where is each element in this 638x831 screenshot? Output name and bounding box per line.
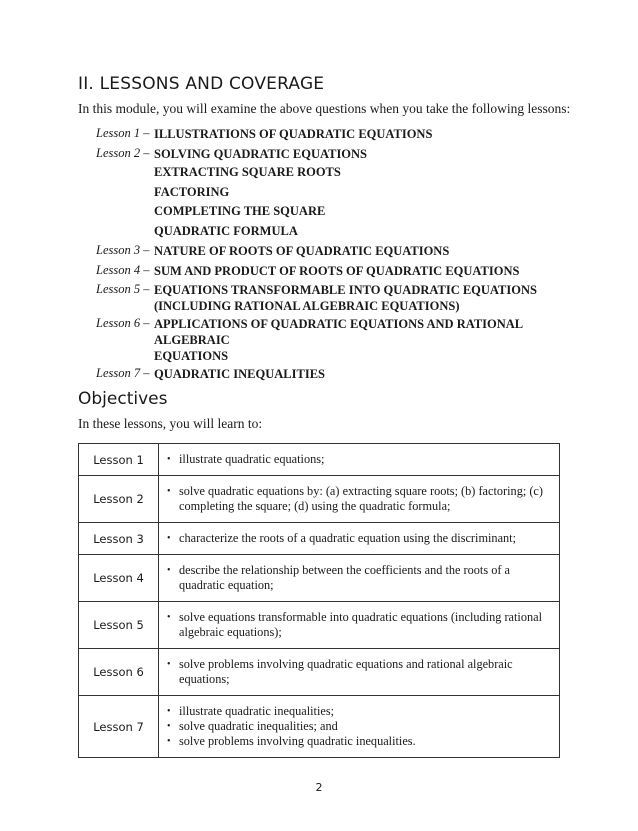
objective-text: solve problems involving quadratic inequalities. xyxy=(179,734,416,748)
lesson-cell: Lesson 1 xyxy=(79,444,159,476)
lesson-cell: Lesson 7 xyxy=(79,696,159,758)
objective-text: characterize the roots of a quadratic equation using the discriminant; xyxy=(179,531,517,545)
table-row xyxy=(79,476,560,523)
lesson-title-line: QUADRATIC INEQUALITIES xyxy=(154,367,325,381)
objective-item xyxy=(167,734,549,749)
objective-item xyxy=(167,704,549,719)
objectives-table xyxy=(78,443,560,758)
table-row xyxy=(79,444,560,476)
lesson-cell: Lesson 3 xyxy=(79,523,159,555)
subtopic-label: COMPLETING THE SQUARE xyxy=(154,204,326,218)
lesson-number: Lesson 3 – xyxy=(96,243,150,257)
lesson-title-line: EQUATIONS TRANSFORMABLE INTO QUADRATIC EQUATIONS xyxy=(154,283,537,297)
lesson-title-line: NATURE OF ROOTS OF QUADRATIC EQUATIONS xyxy=(154,244,450,258)
objective-cell xyxy=(159,523,560,555)
lesson-title xyxy=(154,280,537,314)
lesson-title-line: SOLVING QUADRATIC EQUATIONS xyxy=(154,146,368,161)
table-row xyxy=(79,696,560,758)
objective-text: solve problems involving quadratic equations and rational algebraic equations; xyxy=(179,657,513,686)
lesson-title-line: SUM AND PRODUCT OF ROOTS OF QUADRATIC EQUATIONS xyxy=(154,263,520,278)
objective-text: solve equations transformable into quadratic equations (including rational algebraic equations); xyxy=(179,610,542,639)
objective-cell xyxy=(159,555,560,602)
objective-item xyxy=(167,719,549,734)
lesson-item xyxy=(96,261,576,281)
objectives-title: Objectives xyxy=(78,389,168,409)
lesson-item xyxy=(96,144,576,164)
bullet-icon: • xyxy=(167,486,171,497)
bullet-icon: • xyxy=(167,659,171,670)
section-title: II. LESSONS AND COVERAGE xyxy=(78,74,325,94)
table-row xyxy=(79,523,560,555)
lesson-title-line: APPLICATIONS OF QUADRATIC EQUATIONS AND RATIONAL ALGEBRAIC xyxy=(154,317,523,347)
objective-cell xyxy=(159,696,560,758)
objective-text: solve quadratic inequalities; and xyxy=(179,719,338,733)
objective-item xyxy=(167,657,549,687)
lesson-number: Lesson 5 – xyxy=(96,282,150,296)
lesson-item xyxy=(96,124,576,144)
lesson-title xyxy=(154,241,449,261)
table-row xyxy=(79,555,560,602)
table-row xyxy=(79,602,560,649)
objective-item xyxy=(167,531,549,546)
bullet-icon: • xyxy=(167,533,171,544)
lesson-title-line: ILLUSTRATIONS OF QUADRATIC EQUATIONS xyxy=(154,127,433,141)
bullet-icon: • xyxy=(167,721,171,732)
lesson-title-line: EQUATIONS xyxy=(154,349,229,363)
lesson-item xyxy=(96,314,576,364)
lesson-item xyxy=(96,241,576,261)
objective-item xyxy=(167,452,549,467)
objective-cell xyxy=(159,649,560,696)
lesson-title xyxy=(154,124,432,144)
lesson-number: Lesson 2 – xyxy=(96,145,150,160)
lesson-title xyxy=(154,364,325,384)
subtopic-label: FACTORING xyxy=(154,184,230,199)
objective-text: describe the relationship between the coefficients and the roots of a quadratic equation; xyxy=(179,563,510,592)
bullet-icon: • xyxy=(167,565,171,576)
page-number: 2 xyxy=(315,781,323,794)
lesson-number: Lesson 4 – xyxy=(96,262,150,277)
objective-item xyxy=(167,484,549,514)
objective-item xyxy=(167,563,549,593)
lesson-subtopic xyxy=(96,183,576,203)
table-row xyxy=(79,649,560,696)
objective-cell xyxy=(159,602,560,649)
objective-cell xyxy=(159,444,560,476)
lesson-title-line: (INCLUDING RATIONAL ALGEBRAIC EQUATIONS) xyxy=(154,299,460,313)
bullet-icon: • xyxy=(167,706,171,717)
lesson-item xyxy=(96,364,576,384)
lesson-item xyxy=(96,280,576,314)
bullet-icon: • xyxy=(167,454,171,465)
lesson-number: Lesson 7 – xyxy=(96,366,150,380)
lesson-cell: Lesson 6 xyxy=(79,649,159,696)
objective-text: illustrate quadratic equations; xyxy=(179,452,325,466)
lesson-subtopic xyxy=(96,163,576,183)
objective-text: solve quadratic equations by: (a) extracting square roots; (b) factoring; (c) completing the square; (d) using the quadratic formula; xyxy=(179,484,543,513)
bullet-icon: • xyxy=(167,612,171,623)
objective-cell xyxy=(159,476,560,523)
lesson-subtopic xyxy=(96,222,576,242)
bullet-icon: • xyxy=(167,736,171,747)
lesson-title xyxy=(154,314,576,364)
objective-text: illustrate quadratic inequalities; xyxy=(179,704,335,718)
objective-item xyxy=(167,610,549,640)
lesson-cell: Lesson 4 xyxy=(79,555,159,602)
lesson-cell: Lesson 2 xyxy=(79,476,159,523)
lessons-list xyxy=(96,124,576,384)
lesson-title xyxy=(154,144,367,164)
lesson-title xyxy=(154,261,519,281)
objectives-intro: In these lessons, you will learn to: xyxy=(78,416,263,431)
subtopic-label: EXTRACTING SQUARE ROOTS xyxy=(154,165,341,179)
lesson-subtopic xyxy=(96,202,576,222)
lesson-cell: Lesson 5 xyxy=(79,602,159,649)
lesson-number: Lesson 6 – xyxy=(96,316,150,330)
section-intro: In this module, you will examine the above questions when you take the following lessons: xyxy=(78,101,571,116)
lesson-number: Lesson 1 – xyxy=(96,126,150,140)
subtopic-label: QUADRATIC FORMULA xyxy=(154,223,298,238)
